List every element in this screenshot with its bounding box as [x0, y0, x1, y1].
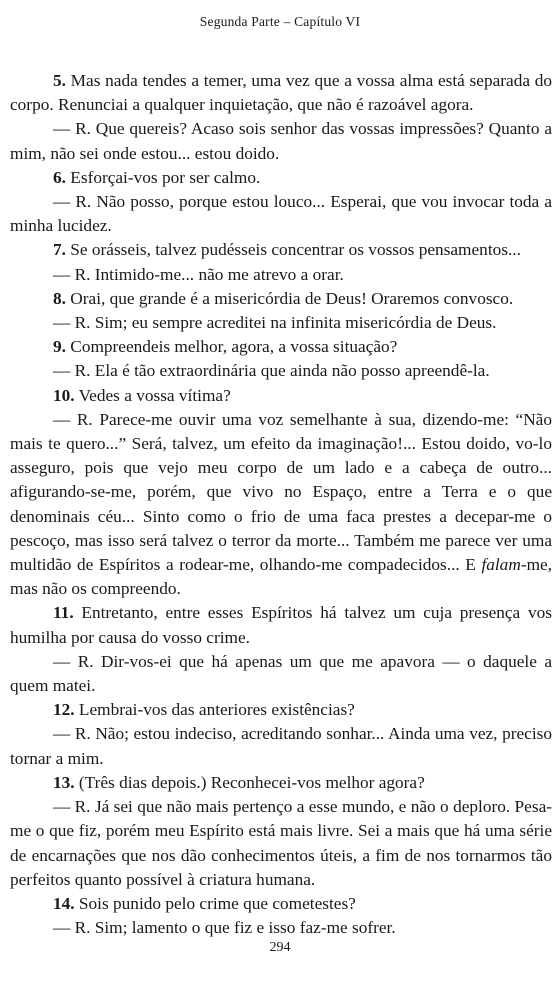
question-paragraph: [10, 69, 552, 117]
paragraph-text: Se orásseis, talvez pudésseis concentrar os vossos pensamentos...: [65, 240, 521, 260]
running-title: Segunda Parte – Capítulo VI: [199, 14, 361, 29]
question-number: 13.: [53, 772, 75, 792]
answer-paragraph: [10, 190, 552, 238]
question-number: 14.: [53, 893, 75, 913]
paragraph-text: — R. Sim; lamento o que fiz e isso faz-me sofrer.: [53, 918, 396, 938]
page-number: 294: [269, 940, 291, 955]
answer-paragraph: [10, 311, 552, 335]
paragraph-text: Compreendeis melhor, agora, a vossa situação?: [65, 337, 398, 357]
paragraph-text-continued: -me, mas não os compreendo.: [10, 555, 552, 599]
question-number: 10.: [53, 385, 75, 405]
paragraph-text: — R. Parece-me ouvir uma voz semelhante à sua, dizendo-me: “Não mais te quero...” Será, talvez, um efeito da imaginação!... Estou doido, vo-lo asseguro, pois que vejo meu corpo de um lado e a cabeça de outro... afigurando-se-me, porém, que vivo no Espaço, entre a Terra e o que denominais céu... Sinto como o frio de uma faca prestes a decepar-me o pescoço, mas isso será talvez o terror da morte... Também me parece ver uma multidão de Espíritos a rodear-me, olhando-me compadecidos... E: [10, 409, 552, 575]
question-paragraph: [10, 601, 552, 649]
answer-paragraph: [10, 795, 552, 892]
question-number: 12.: [53, 700, 75, 720]
question-number: 8.: [53, 288, 66, 308]
question-paragraph: [10, 238, 552, 262]
paragraph-text: Entretanto, entre esses Espíritos há talvez um cuja presença vos humilha por causa do vosso crime.: [10, 603, 552, 647]
paragraph-text: — R. Dir-vos-ei que há apenas um que me apavora — o daquele a quem matei.: [10, 651, 552, 696]
question-number: 7.: [53, 240, 66, 260]
paragraph-text: — R. Já sei que não mais pertenço a esse mundo, e não o deploro. Pesa-me o que fiz, porém meu Espírito está mais livre. Sei a mais que há uma série de encarnações que nos dão conhecimentos úteis, a fim de nos tornarmos tão perfeitos quanto possível à criatura humana.: [10, 797, 552, 889]
answer-paragraph: [10, 359, 552, 383]
paragraph-text: Mas nada tendes a temer, uma vez que a vossa alma está separada do corpo. Renunciai a qualquer inquietação, que não é razoável agora.: [10, 71, 552, 115]
paragraph-text: — R. Que quereis? Acaso sois senhor das vossas impressões? Quanto a mim, não sei onde estou... estou doido.: [10, 119, 552, 163]
answer-paragraph: [10, 117, 552, 165]
paragraph-text: Orai, que grande é a misericórdia de Deus! Oraremos convosco.: [65, 288, 514, 308]
paragraph-text: Vedes a vossa vítima?: [74, 385, 231, 405]
paragraph-text: (Três dias depois.) Reconhecei-vos melhor agora?: [74, 772, 425, 792]
answer-paragraph: [10, 916, 552, 940]
question-paragraph: [10, 892, 552, 916]
question-number: 6.: [53, 167, 66, 187]
answer-paragraph: [10, 263, 552, 287]
body-text: [10, 69, 552, 940]
paragraph-text: Sois punido pelo crime que cometestes?: [74, 893, 356, 913]
paragraph-text: — R. Não posso, porque estou louco... Esperai, que vou invocar toda a minha lucidez.: [10, 192, 552, 236]
answer-paragraph: [10, 722, 552, 770]
paragraph-text: — R. Intimido-me... não me atrevo a orar.: [53, 264, 344, 284]
paragraph-text: — R. Sim; eu sempre acreditei na infinita misericórdia de Deus.: [53, 313, 497, 333]
question-paragraph: [10, 335, 552, 359]
question-number: 11.: [53, 603, 74, 623]
question-paragraph: [10, 771, 552, 795]
question-paragraph: [10, 166, 552, 190]
question-paragraph: [10, 287, 552, 311]
question-paragraph: [10, 698, 552, 722]
italic-word: falam: [481, 555, 521, 575]
paragraph-text: Esforçai-vos por ser calmo.: [65, 167, 261, 187]
question-number: 5.: [53, 71, 66, 90]
paragraph-text: — R. Ela é tão extraordinária que ainda não posso apreendê-la.: [53, 361, 490, 381]
answer-paragraph: [10, 408, 552, 602]
question-paragraph: [10, 384, 552, 408]
paragraph-text: Lembrai-vos das anteriores existências?: [74, 700, 355, 720]
answer-paragraph: [10, 650, 552, 698]
question-number: 9.: [53, 337, 66, 357]
paragraph-text: — R. Não; estou indeciso, acreditando sonhar... Ainda uma vez, preciso tornar a mim.: [10, 724, 552, 768]
